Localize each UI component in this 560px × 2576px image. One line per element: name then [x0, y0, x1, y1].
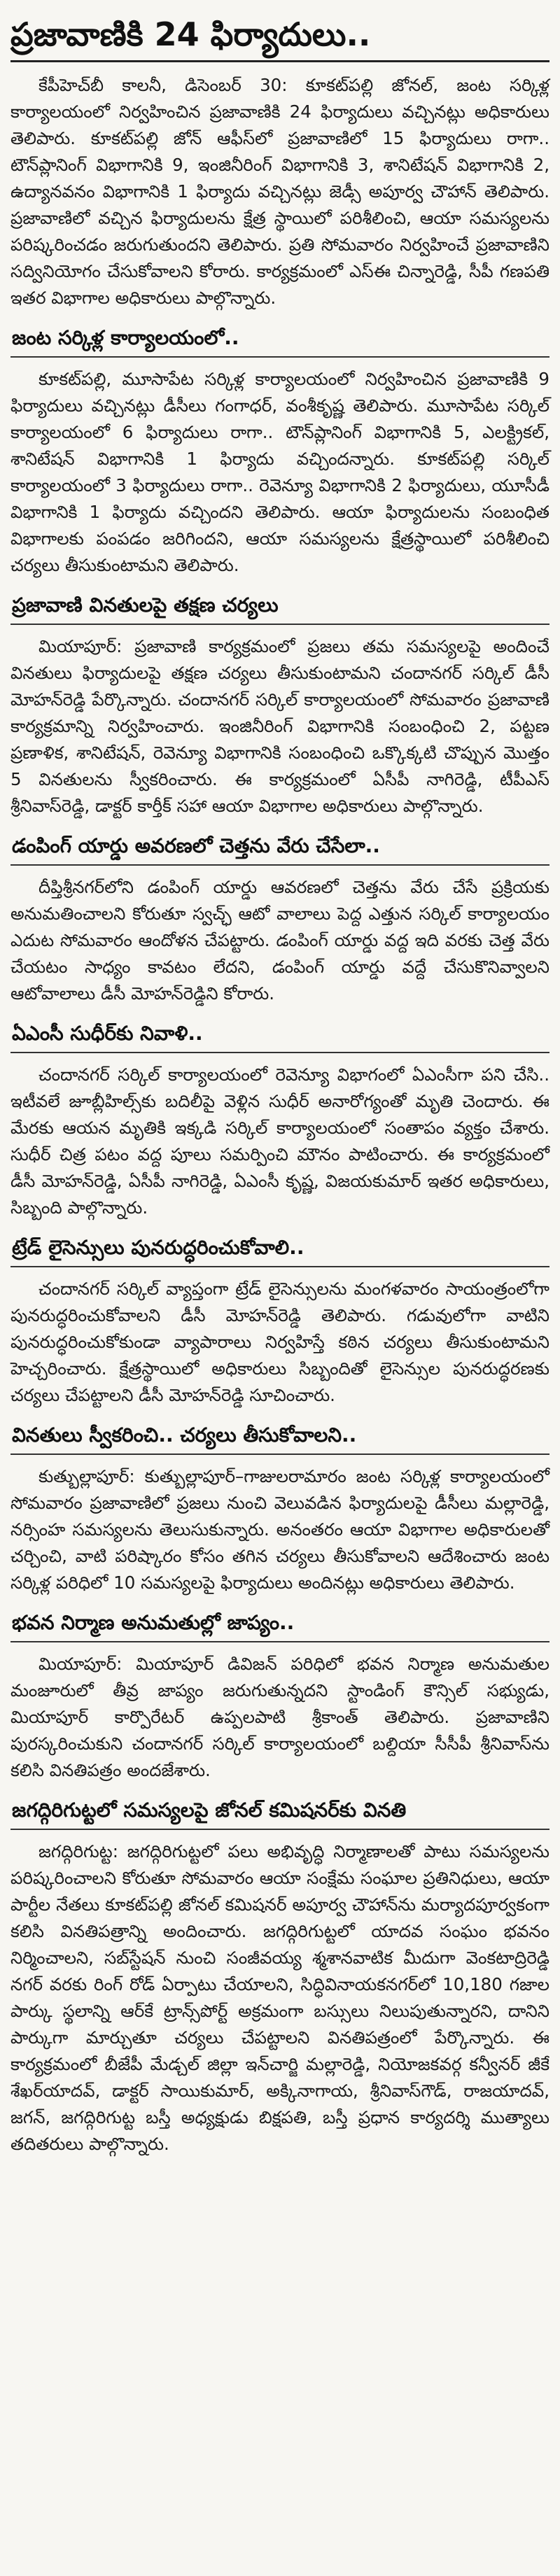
section-trade-licenses — [10, 1231, 550, 1409]
section-body: కుత్బుల్లాపూర్: కుత్బుల్లాపూర్–గాజులరామారం జంట సర్కిళ్ల కార్యాలయంలో సోమవారం ప్రజావాణిలో ప్రజలు నుంచి వెలువడిన ఫిర్యాదులపై డీసీలు మల్లారెడ్డి, నర్సింహ సమస్యలను తెలుసుకున్నారు. అనంతరం ఆయా విభాగాల అధికారులతో చర్చించి, వాటి పరిష్కారం కోసం తగిన చర్యలు తీసుకోవాలని ఆదేశించారు జంట సర్కిళ్ల పరిధిలో 10 సమస్యలపై ఫిర్యాదులు అందినట్లు అధికారులు తెలిపారు. — [10, 1466, 550, 1593]
section-body: మియాపూర్: మియాపూర్ డివిజన్ పరిధిలో భవన నిర్మాణ అనుమతుల మంజూరులో తీవ్ర జాప్యం జరుగుతున్నదని స్టాండింగ్ కౌన్సిల్ సభ్యుడు, మియాపూర్ కార్పొరేటర్ ఉప్పలపాటి శ్రీకాంత్ తెలిపారు. ప్రజావాణిని పురస్కరించుకుని చందానగర్ సర్కిల్ కార్యాలయంలో బల్దియా సీసీపీ శ్రీనివాస్‌ను కలిసి వినతిపత్రం అందజేశారు. — [10, 1654, 550, 1780]
section-heading: డంపింగ్ యార్డు అవరణలో చెత్తను వేరు చేసేలా.. — [10, 829, 550, 866]
section-dumping-yard — [10, 829, 550, 1007]
page-title: ప్రజావాణికి 24 ఫిర్యాదులు.. — [10, 13, 550, 62]
section-body: కూకట్‌పల్లి, మూసాపేట సర్కిళ్ల కార్యాలయంలో నిర్వహించిన ప్రజావాణికి 9 ఫిర్యాదులు వచ్చినట్లు డీసీలు గంగాధర్, వంశీకృష్ణ తెలిపారు. మూసాపేట సర్కిల్ కార్యాలయంలో 6 ఫిర్యాదులు రాగా.. టౌన్‌ప్లానింగ్ విభాగానికి 5, ఎలక్ట్రికల్, శానిటేషన్ విభాగానికి 1 ఫిర్యాదు వచ్చిందన్నారు. కూకట్‌పల్లి సర్కిల్ కార్యాలయంలో 3 ఫిర్యాదులు రాగా.. రెవెన్యూ విభాగానికి 2 ఫిర్యాదులు, యూసీడీ విభాగానికి 1 ఫిర్యాదు వచ్చిందని తెలిపారు. ఆయా ఫిర్యాదులను సంబంధిత విభాగాలకు పంపడం జరిగిందని, ఆయా సమస్యలను క్షేత్రస్థాయిలో పరిశీలించి చర్యలు తీసుకుంటామని తెలిపారు. — [10, 369, 550, 575]
section-heading: ట్రేడ్ లైసెన్సులు పునరుద్ధరించుకోవాలి.. — [10, 1231, 550, 1267]
section-twin-circles — [10, 321, 550, 579]
section-heading: భవన నిర్మాణ అనుమతుల్లో జాప్యం.. — [10, 1606, 550, 1642]
section-body: జగద్గిరిగుట్ట: జగద్గిరిగుట్టలో పలు అభివృద్ధి నిర్మాణాలతో పాటు సమస్యలను పరిష్కరించాలని కోరుతూ సోమవారం ఆయా సంక్షేమ సంఘాల ప్రతినిధులు, ఆయా పార్టీల నేతలు కూకట్‌పల్లి జోనల్ కమిషనర్ అపూర్వ చౌహాన్‌ను మర్యాదపూర్వకంగా కలిసి వినతిపత్రాన్ని అందించారు. జగద్గిరిగుట్టలో యాదవ సంఘం భవనం నిర్మించాలని, సబ్‌స్టేషన్ నుంచి సంజీవయ్య శ్మశానవాటిక మీదుగా వెంకటాద్రిరెడ్డి నగర్ వరకు రింగ్ రోడ్ ఏర్పాటు చేయాలని, సిద్ధివినాయకనగర్‌లో 10,180 గజాల పార్కు స్థలాన్ని ఆర్‌కే ట్రాన్స్‌పోర్ట్ అక్రమంగా బస్సులు నిలుపుతున్నారని, దానిని పార్కుగా మార్చుతూ చర్యలు చేపట్టాలని వినతిపత్రంలో పేర్కొన్నారు. ఈ కార్యక్రమంలో బీజేపీ మేడ్చల్ జిల్లా ఇన్‌చార్జి మల్లారెడ్డి, నియోజకవర్గ కన్వీనర్ జీకే శేఖర్‌యాదవ్, డాక్టర్ సాయికుమార్, అక్కినాగాయ, శ్రీనివాస్‌గౌడ్, రాజయాదవ్, జగన్, జగద్గిరిగుట్ట బస్తీ అధ్యక్షుడు బిక్షపతి, బస్తీ ప్రధాన కార్యదర్శి ముత్యాలు తదితరులు పాల్గొన్నారు. — [10, 1841, 550, 2154]
section-body: మియాపూర్: ప్రజావాణి కార్యక్రమంలో ప్రజలు తమ సమస్యలపై అందించే వినతులు ఫిర్యాదులపై తక్షణ చర్యలు తీసుకుంటామని చందానగర్ సర్కిల్ డీసీ మోహన్‌రెడ్డి పేర్కొన్నారు. చందానగర్ సర్కిల్ కార్యాలయంలో సోమవారం ప్రజావాణి కార్యక్రమాన్ని నిర్వహించారు. ఇంజినీరింగ్ విభాగానికి సంబంధించి 2, పట్టణ ప్రణాళిక, శానిటేషన్, రెవెన్యూ విభాగానికి సంబంధించి ఒక్కొక్కటి చొప్పున మొత్తం 5 వినతులను స్వీకరించారు. ఈ కార్యక్రమంలో ఏసీపీ నాగిరెడ్డి, టీపీఎస్ శ్రీనివాస్‌రెడ్డి, డాక్టర్ కార్తీక్ సహా ఆయా విభాగాల అధికారులు పాల్గొన్నారు. — [10, 636, 550, 816]
section-heading: జగద్గిరిగుట్టలో సమస్యలపై జోనల్ కమిషనర్‌కు వినతి — [10, 1794, 550, 1830]
section-heading: ఏఎంసీ సుధీర్‌కు నివాళి.. — [10, 1017, 550, 1053]
section-body: చందానగర్ సర్కిల్ కార్యాలయంలో రెవెన్యూ విభాగంలో ఏఎంసీగా పని చేసి.. ఇటీవలే జూబ్లీహిల్స్‌కు బదిలీపై వెళ్లిన సుధీర్ అనారోగ్యంతో మృతి చెందారు. ఈ మేరకు ఆయన మృతికి ఇక్కడి సర్కిల్ కార్యాలయంలో సంతాపం వ్యక్తం చేశారు. సుధీర్ చిత్ర పటం వద్ద పూలు సమర్పించి మౌనం పాటించారు. ఈ కార్యక్రమంలో డీసీ మోహన్‌రెడ్డి, ఏసీపీ నాగిరెడ్డి, ఏఎంసీ కృష్ణ, విజయకుమార్ ఇతర అధికారులు, సిబ్బంది పాల్గొన్నారు. — [10, 1064, 550, 1218]
section-heading: ప్రజావాణి వినతులపై తక్షణ చర్యలు — [10, 589, 550, 625]
newspaper-column — [10, 0, 550, 2158]
section-heading: వినతులు స్వీకరించి.. చర్యలు తీసుకోవాలని.. — [10, 1419, 550, 1455]
section-prajavani-action — [10, 589, 550, 819]
section-jagadgirigutta — [10, 1794, 550, 2158]
section-body: చందానగర్ సర్కిల్ వ్యాప్తంగా ట్రేడ్ లైసెన్సులను మంగళవారం సాయంత్రంలోగా పునరుద్ధరించుకోవాలని డీసీ మోహన్‌రెడ్డి తెలిపారు. గడువులోగా వాటిని పునరుద్ధరించుకోకుండా వ్యాపారాలు నిర్వహిస్తే కఠిన చర్యలు తీసుకుంటామని హెచ్చరించారు. క్షేత్రస్థాయిలో అధికారులు సిబ్బందితో లైసెన్సుల పునరుద్ధరణకు చర్యలు చేపట్టాలని డీసీ మోహన్‌రెడ్డి సూచించారు. — [10, 1279, 550, 1405]
section-heading: జంట సర్కిళ్ల కార్యాలయంలో.. — [10, 321, 550, 358]
lead-paragraph: కేపీహెచ్‌బీ కాలనీ, డిసెంబర్ 30: కూకట్‌పల్లి జోనల్, జంట సర్కిళ్ల కార్యాలయంలో నిర్వహించిన ప్రజావాణికి 24 ఫిర్యాదులు వచ్చినట్లు అధికారులు తెలిపారు. కూకట్‌పల్లి జోన్ ఆఫీస్‌లో ప్రజావాణిలో 15 ఫిర్యాదులు రాగా.. టౌన్‌ప్లానింగ్ విభాగానికి 9, ఇంజినీరింగ్ విభాగానికి 3, శానిటేషన్ విభాగానికి 2, ఉద్యానవనం విభాగానికి 1 ఫిర్యాదు వచ్చినట్లు జెడ్సీ అపూర్వ చౌహాన్ తెలిపారు. ప్రజావాణిలో వచ్చిన ఫిర్యాదులను క్షేత్ర స్థాయిలో పరిశీలించి, ఆయా సమస్యలను పరిష్కరించడం జరుగుతుందని తెలిపారు. ప్రతి సోమవారం నిర్వహించే ప్రజావాణిని సద్వినియోగం చేసుకోవాలని కోరారు. కార్యక్రమంలో ఎస్‌ఈ చిన్నారెడ్డి, సీపీ గణపతి ఇతర విభాగాల అధికారులు పాల్గొన్నారు. — [10, 75, 550, 308]
section-petitions-action — [10, 1419, 550, 1596]
section-body: దీప్తిశ్రీనగర్‌లోని డంపింగ్ యార్డు ఆవరణలో చెత్తను వేరు చేసే ప్రక్రియకు అనుమతించాలని కోరుతూ స్వచ్ఛ్ ఆటో వాలాలు పెద్ద ఎత్తున సర్కిల్ కార్యాలయం ఎదుట సోమవారం ఆందోళన చేపట్టారు. డంపింగ్ యార్డు వద్ద ఇది వరకు చెత్త వేరు చేయటం సాధ్యం కావటం లేదని, డంపింగ్ యార్డు వద్దే చేసుకొనివ్వాలని ఆటోవాలాలు డీసీ మోహన్‌రెడ్డిని కోరారు. — [10, 877, 550, 1004]
section-building-permits — [10, 1606, 550, 1784]
section-amc-tribute — [10, 1017, 550, 1221]
